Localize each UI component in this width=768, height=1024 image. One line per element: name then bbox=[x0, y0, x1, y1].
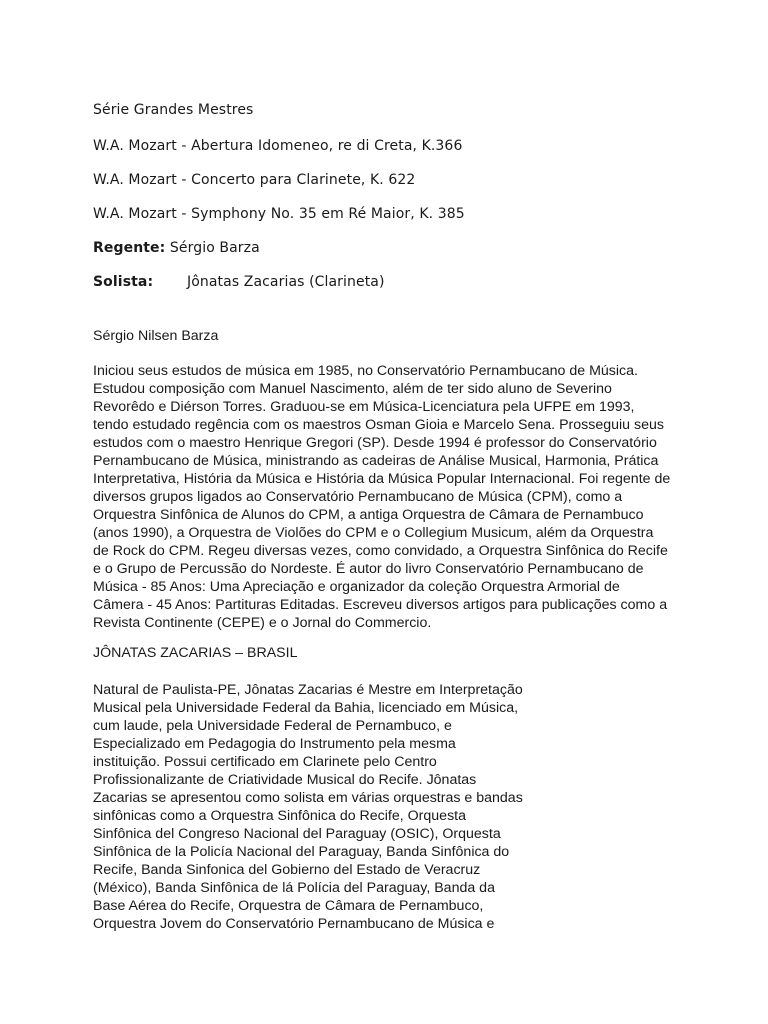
text-line: cum laude, pela Universidade Federal de Pernambuco, e bbox=[93, 718, 452, 734]
text-line: Pernambucano de Música, ministrando as cadeiras de Análise Musical, Harmonia, Prática bbox=[93, 453, 659, 469]
program-item-1: W.A. Mozart - Abertura Idomeneo, re di Creta, K.366 bbox=[93, 138, 463, 154]
conductor-label: Regente: bbox=[93, 240, 166, 256]
text-line: Música - 85 Anos: Uma Apreciação e organizador da coleção Orquestra Armorial de bbox=[93, 579, 620, 595]
text-line: tendo estudado regência com os maestros Osman Gioia e Marcelo Sena. Prosseguiu seus bbox=[93, 417, 664, 433]
text-line: Musical pela Universidade Federal da Bahia, licenciado em Música, bbox=[93, 700, 519, 716]
text-line: de Rock do CPM. Regeu diversas vezes, como convidado, a Orquestra Sinfônica do Recife bbox=[93, 543, 668, 559]
text-line: Natural de Paulista-PE, Jônatas Zacarias é Mestre em Interpretação bbox=[93, 682, 523, 698]
text-line: sinfônicas como a Orquestra Sinfônica do Recife, Orquesta bbox=[93, 808, 467, 824]
text-line: Zacarias se apresentou como solista em várias orquestras e bandas bbox=[93, 790, 523, 806]
text-line: Orquestra Jovem do Conservatório Pernambucano de Música e bbox=[93, 916, 495, 932]
conductor-line bbox=[93, 239, 260, 257]
barza-bio-paragraph bbox=[93, 362, 670, 632]
text-line: Revorêdo e Diérson Torres. Graduou-se em Música-Licenciatura pela UFPE em 1993, bbox=[93, 399, 635, 415]
soloist-label: Solista: bbox=[93, 274, 154, 290]
zacarias-bio-paragraph bbox=[93, 681, 523, 933]
text-line: Iniciou seus estudos de música em 1985, no Conservatório Pernambucano de Música. bbox=[93, 363, 638, 379]
conductor-name: Sérgio Barza bbox=[165, 240, 260, 256]
soloist-name: Jônatas Zacarias (Clarineta) bbox=[187, 274, 385, 290]
text-line: diversos grupos ligados ao Conservatório Pernambucano de Música (CPM), como a bbox=[93, 489, 623, 505]
text-line: Profissionalizante de Criatividade Musical do Recife. Jônatas bbox=[93, 772, 477, 788]
text-line: Base Aérea do Recife, Orquestra de Câmara de Pernambuco, bbox=[93, 898, 484, 914]
program-item-3: W.A. Mozart - Symphony No. 35 em Ré Maior, K. 385 bbox=[93, 206, 465, 222]
text-line: (México), Banda Sinfônica de lá Polícia del Paraguay, Banda da bbox=[93, 880, 495, 896]
soloist-line bbox=[93, 273, 493, 291]
zacarias-bio-heading: JÔNATAS ZACARIAS – BRASIL bbox=[93, 645, 298, 661]
text-line: Sinfônica del Congreso Nacional del Paraguay (OSIC), Orquesta bbox=[93, 826, 501, 842]
text-line: Orquestra Sinfônica de Alunos do CPM, a antiga Orquestra de Câmara de Pernambuco bbox=[93, 507, 644, 523]
text-line: Interpretativa, História da Música e História da Música Popular Internacional. Foi regente de bbox=[93, 471, 671, 487]
text-line: Sinfônica de la Policía Nacional del Paraguay, Banda Sinfônica do bbox=[93, 844, 510, 860]
text-line: e o Grupo de Percussão do Nordeste. É autor do livro Conservatório Pernambucano de bbox=[93, 561, 644, 577]
text-line: estudos com o maestro Henrique Gregori (SP). Desde 1994 é professor do Conservatório bbox=[93, 435, 657, 451]
text-line: Especializado em Pedagogia do Instrumento pela mesma bbox=[93, 736, 456, 752]
text-line: Câmera - 45 Anos: Partituras Editadas. Escreveu diversos artigos para publicações como a bbox=[93, 597, 668, 613]
barza-bio-heading: Sérgio Nilsen Barza bbox=[93, 328, 219, 344]
text-line: Revista Continente (CEPE) e o Jornal do Commercio. bbox=[93, 615, 432, 631]
series-title: Série Grandes Mestres bbox=[93, 102, 254, 118]
program-item-2: W.A. Mozart - Concerto para Clarinete, K. 622 bbox=[93, 172, 416, 188]
text-line: Recife, Banda Sinfonica del Gobierno del Estado de Veracruz bbox=[93, 862, 481, 878]
text-line: instituição. Possui certificado em Clarinete pelo Centro bbox=[93, 754, 437, 770]
text-line: (anos 1990), a Orquestra de Violões do CPM e o Collegium Musicum, além da Orquestra bbox=[93, 525, 654, 541]
text-line: Estudou composição com Manuel Nascimento, além de ter sido aluno de Severino bbox=[93, 381, 612, 397]
